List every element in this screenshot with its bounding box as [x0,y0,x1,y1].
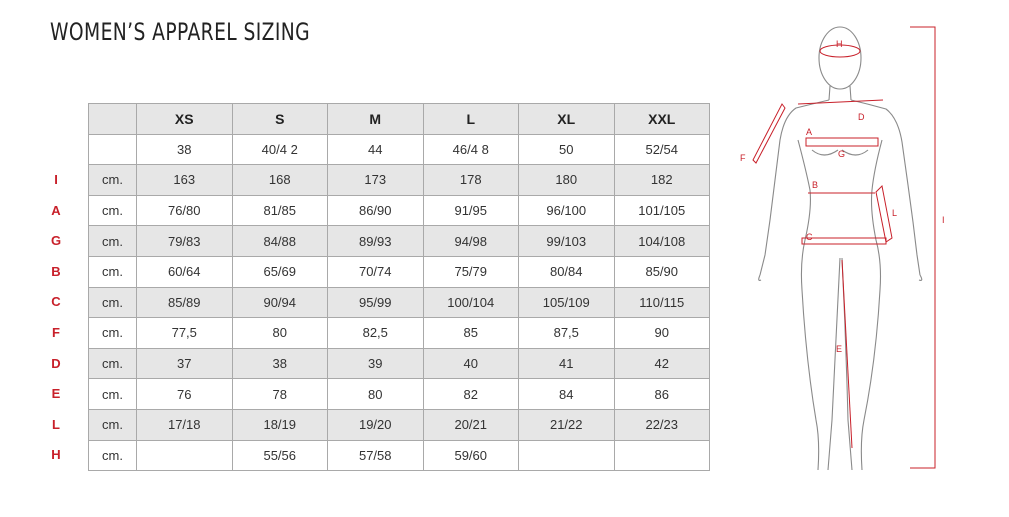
unit-cell: cm. [89,226,137,257]
size-value-cell: 55/56 [232,440,328,471]
row-letter: I [54,172,58,187]
size-value-cell: 104/108 [614,226,710,257]
size-value-cell: 89/93 [328,226,424,257]
size-value-cell: 20/21 [423,409,519,440]
table-row [89,348,710,379]
size-value-cell: 94/98 [423,226,519,257]
size-value-cell: 41 [519,348,615,379]
size-value-cell: 75/79 [423,256,519,287]
row-letter: G [50,233,62,249]
size-value-cell [519,440,615,471]
figure-label-e: E [836,344,843,354]
figure-label-a: A [806,127,813,137]
row-letter: F [52,324,60,340]
figure-label-d: D [858,112,865,122]
figure-label-g: G [838,149,846,159]
size-value-cell: 84 [519,379,615,410]
row-letter: L [52,416,60,432]
table-header-row [89,104,710,135]
figure-label-h: H [836,39,843,49]
table-row [89,409,710,440]
figure-label-i: I [942,215,945,225]
size-value-cell: 60/64 [137,256,233,287]
size-value-cell: 39 [328,348,424,379]
row-letter: B [51,263,61,279]
size-value-cell: 21/22 [519,409,615,440]
figure-label-c: C [806,232,813,242]
size-value-cell: 182 [614,165,710,196]
size-value-cell: 91/95 [423,195,519,226]
size-value-cell: 19/20 [328,409,424,440]
row-letter: E [51,386,61,402]
size-value-cell: 96/100 [519,195,615,226]
unit-cell: cm. [89,379,137,410]
size-value-cell: 99/103 [519,226,615,257]
size-value-cell: 52/54 [614,134,710,165]
size-value-cell: 82 [423,379,519,410]
unit-cell: cm. [89,287,137,318]
unit-cell: cm. [89,318,137,349]
table-row [89,226,710,257]
size-value-cell: 78 [232,379,328,410]
size-value-cell: 57/58 [328,440,424,471]
size-value-cell: 85/90 [614,256,710,287]
figure-label-l: L [892,208,898,218]
size-value-cell: 105/109 [519,287,615,318]
size-value-cell: 85/89 [137,287,233,318]
header-cell: XS [137,104,233,135]
row-letter: H [51,447,61,463]
size-value-cell: 163 [137,165,233,196]
size-value-cell: 110/115 [614,287,710,318]
unit-cell: cm. [89,440,137,471]
size-value-cell: 100/104 [423,287,519,318]
unit-cell: cm. [89,348,137,379]
page-title: WOMEN’S APPAREL SIZING [50,18,311,46]
size-value-cell: 50 [519,134,615,165]
size-value-cell: 90 [614,318,710,349]
size-value-cell: 168 [232,165,328,196]
size-value-cell: 84/88 [232,226,328,257]
size-value-cell: 22/23 [614,409,710,440]
size-value-cell [137,440,233,471]
size-value-cell: 90/94 [232,287,328,318]
unit-cell: cm. [89,409,137,440]
size-value-cell: 37 [137,348,233,379]
size-value-cell: 38 [232,348,328,379]
measurement-letter-column [44,165,68,471]
unit-cell: cm. [89,195,137,226]
size-value-cell: 173 [328,165,424,196]
measurement-lines [753,27,935,468]
size-value-cell: 70/74 [328,256,424,287]
size-value-cell: 17/18 [137,409,233,440]
size-value-cell: 80 [232,318,328,349]
table-row [89,440,710,471]
size-value-cell: 38 [137,134,233,165]
size-value-cell: 46/4 8 [423,134,519,165]
unit-cell [89,134,137,165]
size-value-cell: 44 [328,134,424,165]
size-value-cell: 178 [423,165,519,196]
size-value-cell: 82,5 [328,318,424,349]
header-cell: L [423,104,519,135]
row-letter: C [51,294,61,310]
size-value-cell: 76/80 [137,195,233,226]
size-value-cell: 87,5 [519,318,615,349]
size-value-cell: 80/84 [519,256,615,287]
size-value-cell: 77,5 [137,318,233,349]
figure-label-b: B [812,180,819,190]
size-value-cell: 85 [423,318,519,349]
size-value-cell: 86 [614,379,710,410]
table-row [89,256,710,287]
size-value-cell: 81/85 [232,195,328,226]
row-letter: D [51,355,61,371]
size-value-cell: 79/83 [137,226,233,257]
size-value-cell [614,440,710,471]
header-cell: XL [519,104,615,135]
size-value-cell: 40 [423,348,519,379]
size-value-cell: 42 [614,348,710,379]
header-cell: S [232,104,328,135]
header-cell: XXL [614,104,710,135]
figure-label-group [740,39,945,354]
table-row [89,195,710,226]
table-row [89,165,710,196]
size-value-cell: 80 [328,379,424,410]
header-cell [89,104,137,135]
body-measurement-figure [720,0,1000,517]
table-row [89,287,710,318]
size-value-cell: 40/4 2 [232,134,328,165]
table-row [89,318,710,349]
figure-label-f: F [740,153,746,163]
size-value-cell: 65/69 [232,256,328,287]
unit-cell: cm. [89,165,137,196]
size-value-cell: 95/99 [328,287,424,318]
unit-cell: cm. [89,256,137,287]
size-table [88,103,710,471]
table-row [89,134,710,165]
table-row [89,379,710,410]
size-value-cell: 18/19 [232,409,328,440]
size-value-cell: 180 [519,165,615,196]
size-value-cell: 101/105 [614,195,710,226]
body-outline [759,27,922,470]
header-cell: M [328,104,424,135]
row-letter: A [51,202,61,218]
size-value-cell: 59/60 [423,440,519,471]
size-value-cell: 76 [137,379,233,410]
size-value-cell: 86/90 [328,195,424,226]
